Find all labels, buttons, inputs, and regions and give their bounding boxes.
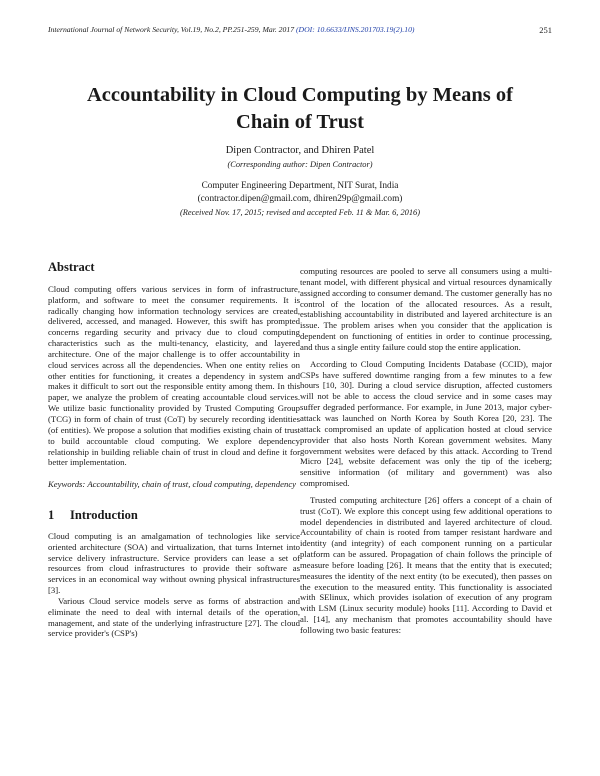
- title-line-2: Chain of Trust: [236, 111, 364, 133]
- affiliation: Computer Engineering Department, NIT Surat, India: [201, 181, 399, 191]
- section-title: Introduction: [70, 508, 138, 523]
- received-dates: (Received Nov. 17, 2015; revised and accepted Feb. 11 & Mar. 6, 2016): [179, 208, 421, 217]
- right-paragraph-3: Trusted computing architecture [26] offers a concept of a chain of trust (CoT). We explore this concept using few additional operations to model dependencies in distributed and layered architecture of cloud. Accountability of chain is rooted from tamper resistant hardware and identity (and integrity) of each component running on a particular platform can be assured. Propagation of chain follows the principle of measure before loading [26]. It means that the entity that is executed; measures the identity of the next entity (to be executed), then passes on the execution to the measured entity. This functionality is associated with SElinux, which provides isolation of execution of any program with LSM (Linux security module) hooks [11]. According to David et al. [14], any mechanism that promotes accountability should have following two basic features:: [300, 494, 552, 635]
- paper-title: [30, 82, 570, 136]
- intro-paragraph-2: Various Cloud service models serve as forms of abstraction and eliminate the need to deal with internal details of the operation, management, and state of the underlying infrastructure [27]. The cloud service provider's (CSP's): [48, 595, 300, 639]
- affiliation-block: [0, 180, 600, 219]
- abstract-heading: Abstract: [48, 260, 95, 274]
- introduction-heading: [48, 510, 300, 521]
- title-line-1: Accountability in Cloud Computing by Means of: [86, 84, 513, 106]
- abstract-text: Cloud computing offers various services in form of infrastructure, platform, and software to meet the consumer requirements. It is radically changing how information technology services are created, delivered, accessed, and managed. However, this swift has prompted concerns regarding security and privacy due to cloud computing characteristics such as the multi-tenancy, elasticity, and layered architecture. One of the major challenge is to offer accountability in cloud services across all the dependencies. When one entity relies on other entities for functioning, it creates a dependency in system and makes it difficult to sort out the responsible entity among them. In this paper, we analyze the problem of creating accountable cloud services. We utilize basic functionality provided by Trusted Computing Group (TCG) in form of chain of trust (CoT) by securely recording identities (of entities). We propose a solution that modifies existing chain of trust to build accountable cloud computing. We explore dependency relationship in building reliable chain of trust in cloud and define it for better implementation.: [48, 283, 300, 468]
- right-paragraph-2: According to Cloud Computing Incidents Database (CCID), major CSPs have suffered downtime ranging from a few minutes to a few hours [10, 30]. During a cloud service disruption, affected customers will not be able to access the cloud service and in some cases may suffer degraded performance. For example, in June 2013, major cyber-attack was launched on North Korea by South Korea [20, 23]. The attack compromised an update of application hosted at cloud service provider that also hosts North Korean government websites. Many government websites were defaced by this attack. According to Trend Micro [24], website defacement was only the tip of the iceberg; sensitive information (of military and government) was also compromised.: [300, 358, 552, 489]
- left-column: [48, 262, 300, 639]
- authors: Dipen Contractor, and Dhiren Patel: [225, 145, 375, 156]
- right-column: [300, 266, 552, 636]
- right-paragraph-1: computing resources are pooled to serve all consumers using a multi-tenant model, with different physical and virtual resources dynamically assigned according to consumer demand. The customer generally has no control of the location of the allocated resources. As a result, establishing accountability in distributed and layered architecture is an issue. The problem arises when you consider that the application is dependent on functioning of entities in order to continue processing, and thus a single entity failure could stop the entire application.: [300, 266, 552, 352]
- emails: (contractor.dipen@gmail.com, dhiren29p@gmail.com): [197, 194, 403, 204]
- doi-link[interactable]: (DOI: 10.6633/IJNS.201703.19(2).10): [295, 25, 415, 34]
- running-header: [48, 25, 552, 34]
- journal-citation: International Journal of Network Security, Vol.19, No.2, PP.251-259, Mar. 2017: [48, 25, 295, 34]
- corresponding-author: (Corresponding author: Dipen Contractor): [227, 160, 373, 169]
- section-number: 1: [48, 508, 55, 523]
- keywords: Keywords: Accountability, chain of trust, cloud computing, dependency: [48, 479, 297, 490]
- page-number: 251: [539, 25, 552, 35]
- intro-paragraph-1: Cloud computing is an amalgamation of technologies like service oriented architecture (SOA) and virtualization, that turns Internet into service delivery infrastructure. Service providers can lease a set of resources from cloud infrastructures to provide their software as services in an economical way without owning physical infrastructures [3].: [48, 530, 300, 596]
